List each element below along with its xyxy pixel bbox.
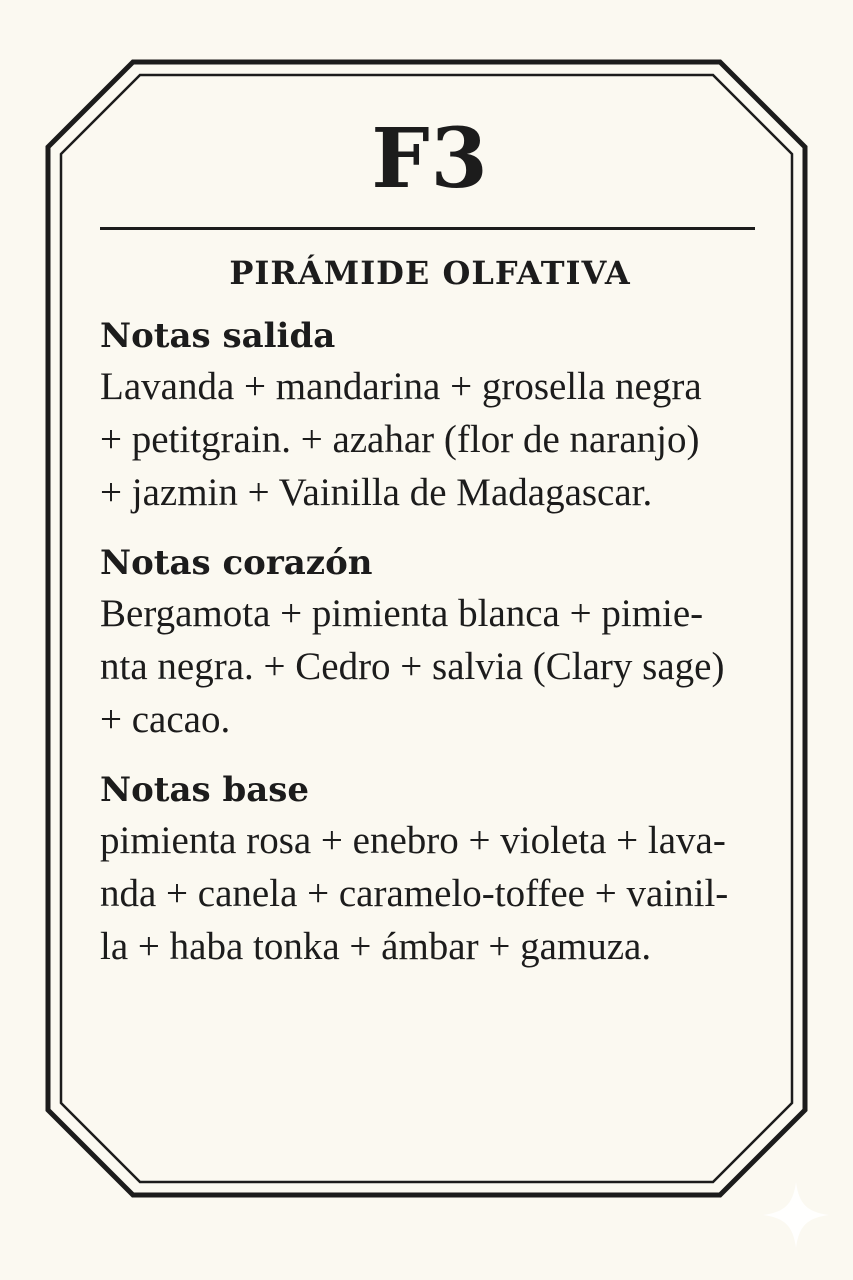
section-heading: Notas corazón [100, 543, 373, 583]
section-heading: Notas salida [100, 316, 336, 356]
section-body: Bergamota + pimienta blanca + pimie- nta negra. + Cedro + salvia (Clary sage) + cacao. [100, 592, 725, 741]
section-base-notes [100, 766, 760, 973]
title-divider [100, 227, 755, 230]
section-heart-notes [100, 539, 760, 746]
card-content [100, 110, 760, 973]
section-top-notes [100, 312, 760, 519]
card-title: F3 [371, 111, 489, 207]
section-body: pimienta rosa + enebro + violeta + lava- nda + canela + caramelo-toffee + vainil- la + haba tonka + ámbar + gamuza. [100, 819, 729, 968]
card-subtitle: PIRÁMIDE OLFATIVA [229, 254, 631, 292]
section-body: Lavanda + mandarina + grosella negra + petitgrain. + azahar (flor de naranjo) + jazmin + Vainilla de Madagascar. [100, 365, 702, 514]
sparkle-icon [761, 1180, 831, 1250]
section-heading: Notas base [100, 770, 310, 810]
